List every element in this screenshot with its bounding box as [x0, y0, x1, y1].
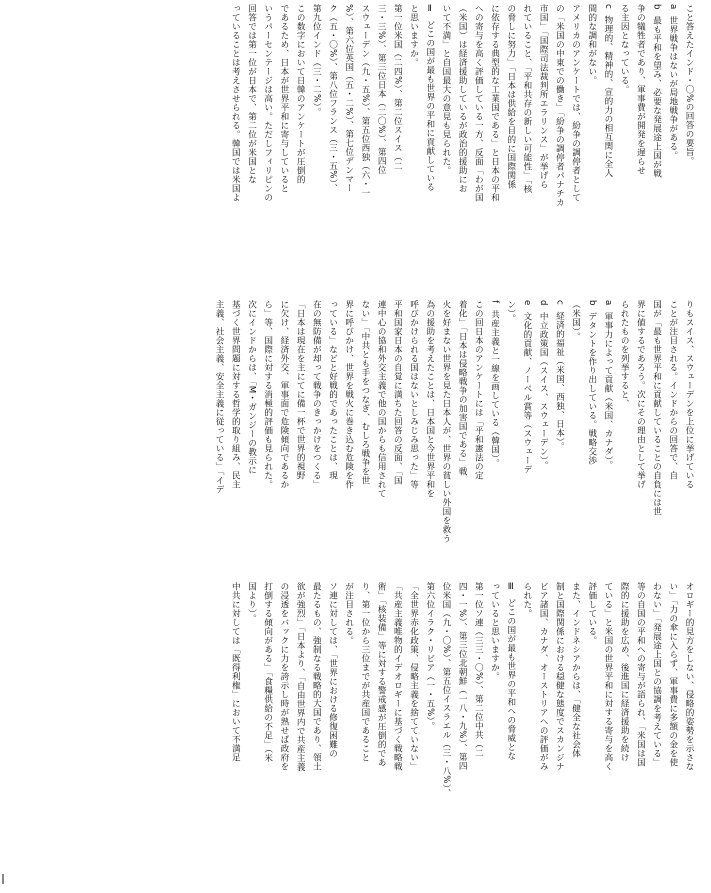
text-column: （米国）は経済援助しているが政治的援助にお: [457, 4, 468, 193]
text-column: ク（五・〇%）、第八位フランス（三・五%）、: [327, 4, 338, 193]
text-column: ソ連に対しては、「世界における修復困難の: [327, 582, 338, 758]
text-column: 「共産主義唯物的イデオロギーに基づく戦略戦: [392, 582, 403, 771]
text-column: 等の自国の平和への寄与が語られ、「米国は国: [635, 582, 646, 767]
text-column: この回日本のアンケートには「平和憲法の定: [473, 300, 484, 480]
text-column: b 最も平和を望み、必要な発展途上国が戦: [651, 4, 662, 179]
text-column: 着化」「日本は侵略戦争の加害国である」戦: [457, 300, 468, 476]
text-column: れていること、「平和共存の新しい可能性」「核: [521, 4, 532, 194]
text-column: 位米国（九・〇%）、第五位イスラエル（三・八%）、: [440, 582, 451, 798]
text-column: 評価している。: [586, 582, 597, 645]
text-column: また、インドネシアからは、「健全な社会体: [570, 582, 581, 758]
text-column: 中共に対しては「既得利権」において不満足: [230, 582, 241, 762]
text-column: 第九位インド（三・二%）。: [311, 4, 322, 117]
text-column: スウェーデン（九・五%）、第五位西独（六・一: [359, 4, 370, 198]
text-column: （米国）。: [570, 300, 581, 341]
text-column: 為の援助を考えたことは、日本国と今世界平和を: [424, 300, 435, 498]
text-band-middle: [87, 300, 697, 570]
text-column: 主義、社会主義、安全主義に従っている」「イデ: [214, 300, 225, 494]
text-column: と思いますか。: [408, 4, 419, 67]
text-column: 平和国家日本の自覚に満ちた回答の反面、「国: [392, 300, 403, 485]
text-column: 最たるもの、強制なる戦略的大国であり、領土: [311, 582, 322, 771]
text-column: 術」「核装備」等に対する警戒感が圧倒的であ: [376, 582, 387, 767]
text-column: アメリカのアンケートでは、紛争の調停者として: [570, 4, 581, 202]
text-column: 「全世界赤化政策、侵略主義を捨てていない」: [408, 582, 419, 771]
text-column: 「日本は現在を主にてに備一杯で世界的視野: [295, 300, 306, 480]
text-column: e 文化的貢献、ノーベル賞等（スウェーデ: [521, 300, 532, 474]
text-column: 回答では第一位が日本で、第二位が米国とな: [246, 4, 257, 184]
text-column: Ⅱ どこの国が最も世界の平和に貢献している: [424, 4, 435, 192]
text-column: 第六位イラク・リビア（一・五%）。: [424, 582, 435, 731]
text-column: いうパーセンテージは高い。ただしフィリピンの: [262, 4, 273, 202]
text-column: っていると思いますか。: [489, 582, 500, 681]
text-column: 呼びかけられる国はないとしみじみ思った」等: [408, 300, 419, 489]
text-column: ビア諸国、カナダ、オーストリアへの評価がみ: [538, 582, 549, 771]
text-column: に依存する典型的な工業国である」と日本の平和: [489, 4, 500, 202]
text-column: f 共産主義と一線を画している（韓国）。: [489, 300, 500, 468]
text-column: 間的な調和がない。: [586, 4, 597, 85]
page-edge-mark: [2, 874, 4, 884]
text-column: c 物理的、精神的、宣的力の相互関に全人: [602, 4, 613, 178]
text-column: 争の犠牲者であり、軍事費が開発を遅らせ: [635, 4, 646, 175]
text-column: いて不満」と自国最大の意見も見られた。: [440, 4, 451, 175]
text-column: 欲が強烈」「日本より、「自由世界内で共産主義: [295, 582, 306, 772]
text-column: 国より）。: [246, 582, 257, 623]
text-column: この数字において日韓のアンケートが圧倒的: [295, 4, 306, 184]
text-column: の脅しに努力」「日本は供給を目的に国際関係: [505, 4, 516, 189]
text-column: a 世界戦争はないが局地戦争がある。: [667, 4, 678, 160]
text-column: 基づく世界問題に対する哲学的取り組み、民主: [230, 300, 241, 489]
text-column: 三・三%）、第三位日本（二〇%）、第四位: [376, 4, 387, 175]
text-column: 在の無防備が却って戦争のきっかけをつくる」: [311, 300, 322, 489]
text-column: b デタントを作り出している。戦略交渉: [586, 300, 597, 466]
text-column: 市国」「国際司法裁判所エラリンス」が挙げら: [538, 4, 549, 189]
text-column: られたものを列挙すると、: [619, 300, 630, 408]
text-column: 際的に援助を広め、後進国に経済援助を続け: [619, 582, 630, 762]
text-column: %）、第六位英国（五・二%）、第七位デンマー: [343, 4, 354, 193]
text-column: ン）。: [505, 300, 516, 323]
text-column: c 経済的福祉（米国、西独、日本）。: [554, 300, 565, 452]
text-column: の浸透をバックに力を誇示し時が熟せば政府を: [278, 582, 289, 771]
text-column: への寄与を高く評価している一方、反面「わが国: [473, 4, 484, 202]
text-column: 制と国際関係における穏健な態度でスカンジナ: [554, 582, 565, 771]
text-column: d 中立政策国（スイス、スウェーデン）。: [538, 300, 549, 470]
text-column: ない」「中共とも手をつなぎ、むしろ戦争を世: [359, 300, 370, 485]
text-column: っている」などと好戦的であったことは、現: [327, 300, 338, 480]
text-column: い」「力の傘に入らず、軍事費に多額の金を使: [667, 582, 678, 767]
text-column: 界に呼びかけ、世界を戦火に巻き込む危険を作: [343, 300, 354, 489]
text-column: ている」と米国の世界平和に対する寄与を高く: [602, 582, 613, 771]
text-column: 第一位米国（二四%）、第二位スイス（二: [392, 4, 403, 171]
text-column: こと答えたインド・〇%の回答の要旨。: [684, 4, 694, 166]
text-column: Ⅲ どこの国が最も世界の平和への脅威とな: [505, 582, 516, 761]
text-column: に欠け、経済外交、軍事面で危険傾向であるか: [278, 300, 289, 489]
text-column: 国が「最も世界平和に貢献していることの自負には世: [651, 300, 662, 516]
text-column: る主因となっている。: [619, 4, 630, 94]
text-column: 四・一%）、第三位北朝鮮（一八・九%）、第四: [457, 582, 468, 771]
text-column: オロギー的見方をしない、侵略的姿勢を示さな: [684, 582, 694, 771]
text-band-bottom: [230, 582, 697, 882]
text-column: り、第一位から三位までが共産国であること: [359, 582, 370, 762]
text-column: の「米国の中東での働き」「紛争の調停者パナチカ: [554, 4, 565, 207]
text-column: が注目される。: [343, 582, 354, 645]
text-column: られた。: [521, 582, 532, 618]
text-column: 界に値するであろう。次にその理由として挙げ: [635, 300, 646, 489]
text-column: a 軍事力によって貢献（米国、カナダ）。: [602, 300, 613, 470]
text-column: ことが注目される。インドからの回答で、自: [667, 300, 678, 480]
text-column: 第一位ソ連（三三・〇%）、第二位中共（二: [473, 582, 484, 758]
text-column: 打倒する傾向がある」「食糧供給の不足」（米: [262, 582, 273, 763]
text-band-top: [37, 4, 697, 289]
text-column: っていることは考えさせられる。韓国では米国よ: [230, 4, 241, 202]
text-column: であるため、日本が世界平和に寄与していると: [278, 4, 289, 193]
text-column: 次にインドからは、「M・ガンジーの教示に: [246, 300, 257, 475]
text-column: わない」「発展途上国との協調を考えている」: [651, 582, 662, 767]
text-column: りもスイス、スウェーデンを上位に挙げている: [684, 300, 694, 489]
text-column: 連中心の協和外交主義で他の国からも信用されて: [376, 300, 387, 498]
text-column: ら」等、国際に対する消極的評価も見られた。: [262, 300, 273, 489]
text-column: 火を好まない世界を見た日本人が、世界の貧しい外国を救う: [440, 300, 451, 543]
